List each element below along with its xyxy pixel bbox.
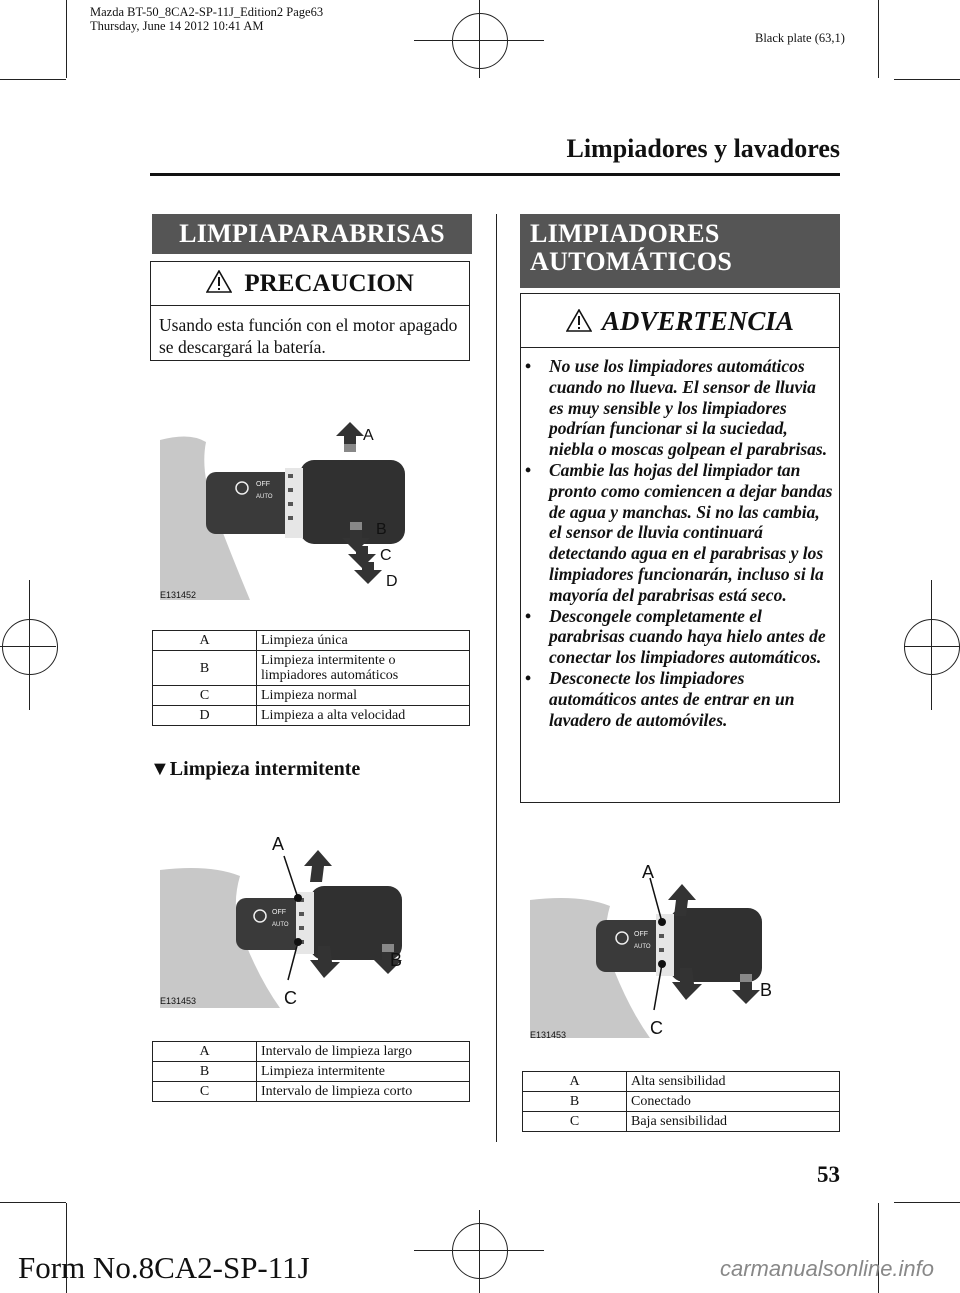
table-row: B Limpieza intermitente xyxy=(153,1062,470,1082)
fig2-label-b: B xyxy=(390,950,403,970)
watermark: carmanualsonline.info xyxy=(720,1256,935,1281)
legend-table-2 xyxy=(152,1041,470,1102)
warning-triangle-icon xyxy=(206,270,244,297)
stalk-auto-mark: AUTO xyxy=(634,944,651,950)
stalk-off-mark: OFF xyxy=(272,909,286,916)
plate-label: Black plate (63,1) xyxy=(755,31,845,45)
table-row: A Alta sensibilidad xyxy=(523,1072,840,1092)
table-row: B Limpieza intermitente o limpiadores automáticos xyxy=(153,651,470,686)
header-rule xyxy=(150,173,840,176)
subheading-text: Limpieza intermitente xyxy=(169,758,361,780)
subheading-intermittent xyxy=(150,758,360,781)
caution-box xyxy=(150,261,470,361)
left-banner: LIMPIAPARABRISAS xyxy=(152,214,472,254)
fig2-label-a: A xyxy=(272,834,285,854)
section-title: Limpiadores y lavadores xyxy=(566,134,840,163)
right-banner xyxy=(520,214,840,288)
warning-box xyxy=(520,293,840,803)
fig1-label-c: C xyxy=(380,547,392,564)
fig3-label-c: C xyxy=(650,1018,663,1038)
stalk-auto-mark: AUTO xyxy=(272,922,289,928)
table-row: C Intervalo de limpieza corto xyxy=(153,1082,470,1102)
table-row: A Limpieza única xyxy=(153,631,470,651)
stalk-auto-mark: AUTO xyxy=(256,494,273,500)
print-meta xyxy=(90,5,323,33)
table-row: D Limpieza a alta velocidad xyxy=(153,706,470,726)
list-item: • No use los limpiadores automáticos cuando no llueva. El sensor de lluvia es muy sensible y los limpiadores podrían funcionar si la suciedad, niebla o moscas golpean el parabrisas. xyxy=(525,356,828,460)
warning-title: ADVERTENCIA xyxy=(601,306,794,336)
right-banner-line2: AUTOMÁTICOS xyxy=(530,247,733,276)
table-row: B Conectado xyxy=(523,1092,840,1112)
print-meta-line1: Mazda BT-50_8CA2-SP-11J_Edition2 Page63 xyxy=(90,5,324,19)
page-number: 53 xyxy=(817,1162,840,1187)
list-item: • Descongele completamente el parabrisas cuando haya hielo antes de conectar los limpiadores automáticos. xyxy=(525,605,826,668)
print-meta-line2: Thursday, June 14 2012 10:41 AM xyxy=(90,19,264,33)
form-number: Form No.8CA2-SP-11J xyxy=(18,1250,310,1285)
fig2-label-c: C xyxy=(284,988,297,1008)
stalk-off-mark: OFF xyxy=(634,931,648,938)
column-divider xyxy=(496,214,497,1142)
legend-table-1 xyxy=(152,630,470,726)
table-row: C Baja sensibilidad xyxy=(523,1112,840,1132)
caution-title: PRECAUCION xyxy=(244,270,414,297)
fig3-label-b: B xyxy=(760,980,773,1000)
list-item: • Desconecte los limpiadores automáticos antes de entrar en un lavadero de automóviles. xyxy=(525,667,795,730)
caution-header xyxy=(151,262,469,306)
fig1-code: E131452 xyxy=(160,590,197,600)
list-item: • Cambie las hojas del limpiador tan pronto como comiencen a dejar bandas de agua y manchas. Si no las cambia, el sensor de lluvia continuará detectando agua en el parabrisas y los limpiadores funcionarán, incluso si la mayoría del parabrisas está seco. xyxy=(525,459,833,605)
warning-list xyxy=(521,348,839,730)
fig3-code: E131453 xyxy=(530,1030,567,1040)
triangle-down-icon: ▼ xyxy=(150,758,170,780)
legend-table-3 xyxy=(522,1071,840,1132)
table-row: C Limpieza normal xyxy=(153,686,470,706)
wiper-stalk-figure-1 xyxy=(160,402,410,602)
stalk-off-mark: OFF xyxy=(256,481,270,488)
fig3-label-a: A xyxy=(642,862,655,882)
warning-triangle-icon xyxy=(566,306,602,336)
warning-header xyxy=(521,294,839,348)
wiper-stalk-figure-2 xyxy=(160,820,410,1010)
fig1-label-a: A xyxy=(363,427,374,444)
fig1-label-b: B xyxy=(376,521,387,538)
wiper-stalk-figure-3 xyxy=(530,850,780,1040)
right-banner-line1: LIMPIADORES xyxy=(530,219,720,248)
table-row: A Intervalo de limpieza largo xyxy=(153,1042,470,1062)
caution-body: Usando esta función con el motor apagado se descargará la batería. xyxy=(159,315,458,357)
fig1-label-d: D xyxy=(386,573,398,590)
fig2-code: E131453 xyxy=(160,996,197,1006)
